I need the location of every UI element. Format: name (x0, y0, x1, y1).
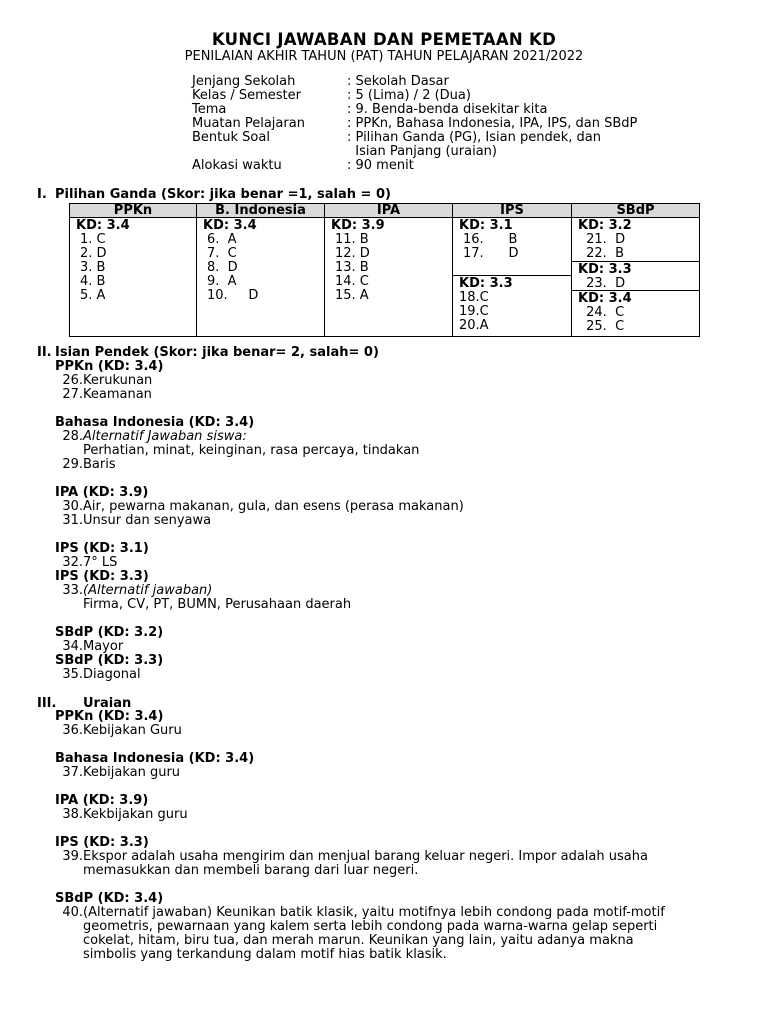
item-continuation: simbolis yang terkandung dalam motif hias batik klasik. (83, 947, 447, 962)
answer: 14. C (335, 274, 369, 289)
info-row (192, 89, 637, 103)
answer: 24. C (582, 305, 625, 320)
item-number: 32. (62, 555, 83, 570)
column-header: SBdP (572, 204, 700, 218)
info-value: : 90 menit (347, 158, 414, 173)
answer-key-table (69, 203, 700, 337)
item-text: Kerukunan (83, 373, 153, 388)
kd-label: KD: 3.3 (459, 276, 513, 291)
s2-ppkn (55, 360, 163, 402)
list-item (55, 556, 351, 570)
info-row (192, 159, 637, 173)
list-item (55, 906, 665, 920)
list-item (55, 724, 182, 738)
list-item (55, 500, 464, 514)
info-row (192, 131, 637, 145)
item-text: Baris (83, 457, 116, 472)
info-value: : PPKn, Bahasa Indonesia, IPA, IPS, dan SBdP (347, 116, 638, 131)
item-number: 35. (62, 667, 83, 682)
kd-label: KD: 3.4 (203, 218, 257, 233)
answer: 22. B (582, 246, 624, 261)
list-item (55, 640, 163, 654)
info-value: : 5 (Lima) / 2 (Dua) (347, 88, 471, 103)
section-number: I. (37, 187, 47, 202)
subject-heading: SBdP (KD: 3.2) (55, 625, 164, 640)
item-text: Unsur dan senyawa (83, 513, 212, 528)
answer: 3. B (80, 260, 106, 275)
info-key: Tema (192, 102, 227, 117)
info-value: : Pilihan Ganda (PG), Isian pendek, dan (347, 130, 601, 145)
item-number: 36. (62, 723, 83, 738)
section-title: Isian Pendek (Skor: jika benar= 2, salah= 0) (55, 345, 379, 360)
info-row (192, 75, 637, 89)
kd-label: KD: 3.4 (578, 291, 632, 306)
item-number: 39. (62, 849, 83, 864)
item-number: 30. (62, 499, 83, 514)
item-text: Air, pewarna makanan, gula, dan esens (perasa makanan) (83, 499, 464, 514)
subject-heading: IPS (KD: 3.3) (55, 569, 149, 584)
item-number: 33. (62, 583, 83, 598)
page-subtitle: PENILAIAN AKHIR TAHUN (PAT) TAHUN PELAJARAN 2021/2022 (184, 49, 584, 64)
answer: 19.C (459, 304, 489, 319)
answer: 15. A (335, 288, 369, 303)
ipa-cell (325, 218, 453, 337)
s2-sbdp (55, 626, 163, 682)
section-number: III. (37, 696, 57, 711)
answer: 17. D (463, 246, 519, 261)
info-key (192, 145, 347, 159)
kd-label: KD: 3.3 (578, 262, 632, 277)
item-text: 7° LS (83, 555, 118, 570)
answer: 1. C (80, 232, 106, 247)
item-continuation: memasukkan dan membeli barang dari luar negeri. (83, 863, 419, 878)
answer: 13. B (335, 260, 369, 275)
item-text: Keamanan (83, 387, 152, 402)
info-key: Kelas / Semester (192, 88, 301, 103)
item-text: Mayor (83, 639, 124, 654)
item-number: 27. (62, 387, 83, 402)
item-number: 38. (62, 807, 83, 822)
s3-ips (55, 836, 648, 878)
kd-label: KD: 3.9 (331, 218, 385, 233)
answer: 8. D (207, 260, 238, 275)
ips-cell (453, 218, 572, 337)
s3-ppkn (55, 710, 182, 738)
s2-bindonesia (55, 416, 419, 472)
item-text: Kebijakan Guru (83, 723, 182, 738)
table-row (70, 218, 700, 337)
s2-ipa (55, 486, 464, 528)
column-header: IPS (453, 204, 572, 218)
subject-heading: IPS (KD: 3.1) (55, 541, 149, 556)
item-continuation: cokelat, hitam, biru tua, dan merah marun. Keunikan yang lain, yaitu adanya makna (83, 933, 634, 948)
info-key: Jenjang Sekolah (192, 74, 296, 89)
answer: 12. D (335, 246, 370, 261)
item-number: 29. (62, 457, 83, 472)
subject-heading: PPKn (KD: 3.4) (55, 359, 164, 374)
item-text: Kebijakan guru (83, 765, 181, 780)
info-row (192, 145, 637, 159)
answer: 5. A (80, 288, 106, 303)
answer: 20.A (459, 318, 489, 333)
item-continuation: geometris, pewarnaan yang kalem serta lebih condong pada warna-warna gelap seperti (83, 919, 658, 934)
kd-label: KD: 3.1 (459, 218, 513, 233)
list-item (55, 808, 188, 822)
info-value: : 9. Benda-benda disekitar kita (347, 102, 548, 117)
column-header: B. Indonesia (197, 204, 325, 218)
list-item (55, 374, 163, 388)
item-continuation: Firma, CV, PT, BUMN, Perusahaan daerah (83, 597, 352, 612)
item-text: Alternatif Jawaban siswa: (83, 429, 247, 444)
answer: 18.C (459, 290, 489, 305)
s3-bindonesia (55, 752, 254, 780)
list-item (55, 668, 163, 682)
item-number: 40. (62, 905, 83, 920)
answer: 7. C (207, 246, 237, 261)
answer: 2. D (80, 246, 107, 261)
column-header: PPKn (70, 204, 197, 218)
item-number: 26. (62, 373, 83, 388)
list-item (55, 584, 351, 598)
subject-heading: IPA (KD: 3.9) (55, 793, 149, 808)
column-header: IPA (325, 204, 453, 218)
answer: 11. B (335, 232, 369, 247)
info-key: Bentuk Soal (192, 130, 270, 145)
answer: 10. D (207, 288, 259, 303)
item-number: 34. (62, 639, 83, 654)
info-key: Muatan Pelajaran (192, 116, 305, 131)
list-item (55, 458, 419, 472)
info-key: Alokasi waktu (192, 158, 282, 173)
kd-label: KD: 3.4 (76, 218, 130, 233)
item-text: (Alternatif jawaban) Keunikan batik klasik, yaitu motifnya lebih condong pada motif-motif (83, 905, 665, 920)
answer: 16. B (463, 232, 518, 247)
item-text: Diagonal (83, 667, 141, 682)
info-value: : Sekolah Dasar (347, 74, 449, 89)
item-number: 31. (62, 513, 83, 528)
s2-ips (55, 542, 351, 612)
answer: 23. D (582, 276, 626, 291)
answer: 25. C (582, 319, 625, 334)
item-text: Ekspor adalah usaha mengirim dan menjual barang keluar negeri. Impor adalah usaha (83, 849, 648, 864)
subject-heading: IPA (KD: 3.9) (55, 485, 149, 500)
answer: 21. D (582, 232, 626, 247)
subject-heading: PPKn (KD: 3.4) (55, 709, 164, 724)
section-title: Pilihan Ganda (Skor: jika benar =1, salah = 0) (55, 187, 391, 202)
answer: 6. A (207, 232, 237, 247)
list-item (55, 388, 163, 402)
answer: 4. B (80, 274, 106, 289)
page-title: KUNCI JAWABAN DAN PEMETAAN KD (211, 30, 557, 49)
exam-info (192, 75, 637, 173)
item-continuation: Perhatian, minat, keinginan, rasa percaya, tindakan (83, 443, 420, 458)
subject-heading: SBdP (KD: 3.4) (55, 891, 164, 906)
list-item (55, 766, 254, 780)
s3-sbdp (55, 892, 665, 962)
kd-label: KD: 3.2 (578, 218, 632, 233)
list-item (55, 850, 648, 864)
info-row (192, 103, 637, 117)
list-item (55, 430, 419, 444)
section-2-heading (37, 345, 379, 360)
subject-heading: SBdP (KD: 3.3) (55, 653, 164, 668)
item-text: Kekbijakan guru (83, 807, 188, 822)
subject-heading: Bahasa Indonesia (KD: 3.4) (55, 415, 255, 430)
table-header-row (70, 204, 700, 218)
list-item (55, 514, 464, 528)
section-number: II. (37, 345, 52, 360)
sbdp-cell (572, 218, 700, 337)
item-text: (Alternatif jawaban) (83, 583, 213, 598)
item-number: 37. (62, 765, 83, 780)
answer: 9. A (207, 274, 237, 289)
ppkn-cell (70, 218, 197, 337)
s3-ipa (55, 794, 188, 822)
item-number: 28. (62, 429, 83, 444)
info-row (192, 117, 637, 131)
subject-heading: Bahasa Indonesia (KD: 3.4) (55, 751, 255, 766)
subject-heading: IPS (KD: 3.3) (55, 835, 149, 850)
info-value: Isian Panjang (uraian) (347, 144, 497, 159)
section-1-heading (37, 187, 391, 202)
bindonesia-cell (197, 218, 325, 337)
section-title: Uraian (83, 696, 132, 711)
